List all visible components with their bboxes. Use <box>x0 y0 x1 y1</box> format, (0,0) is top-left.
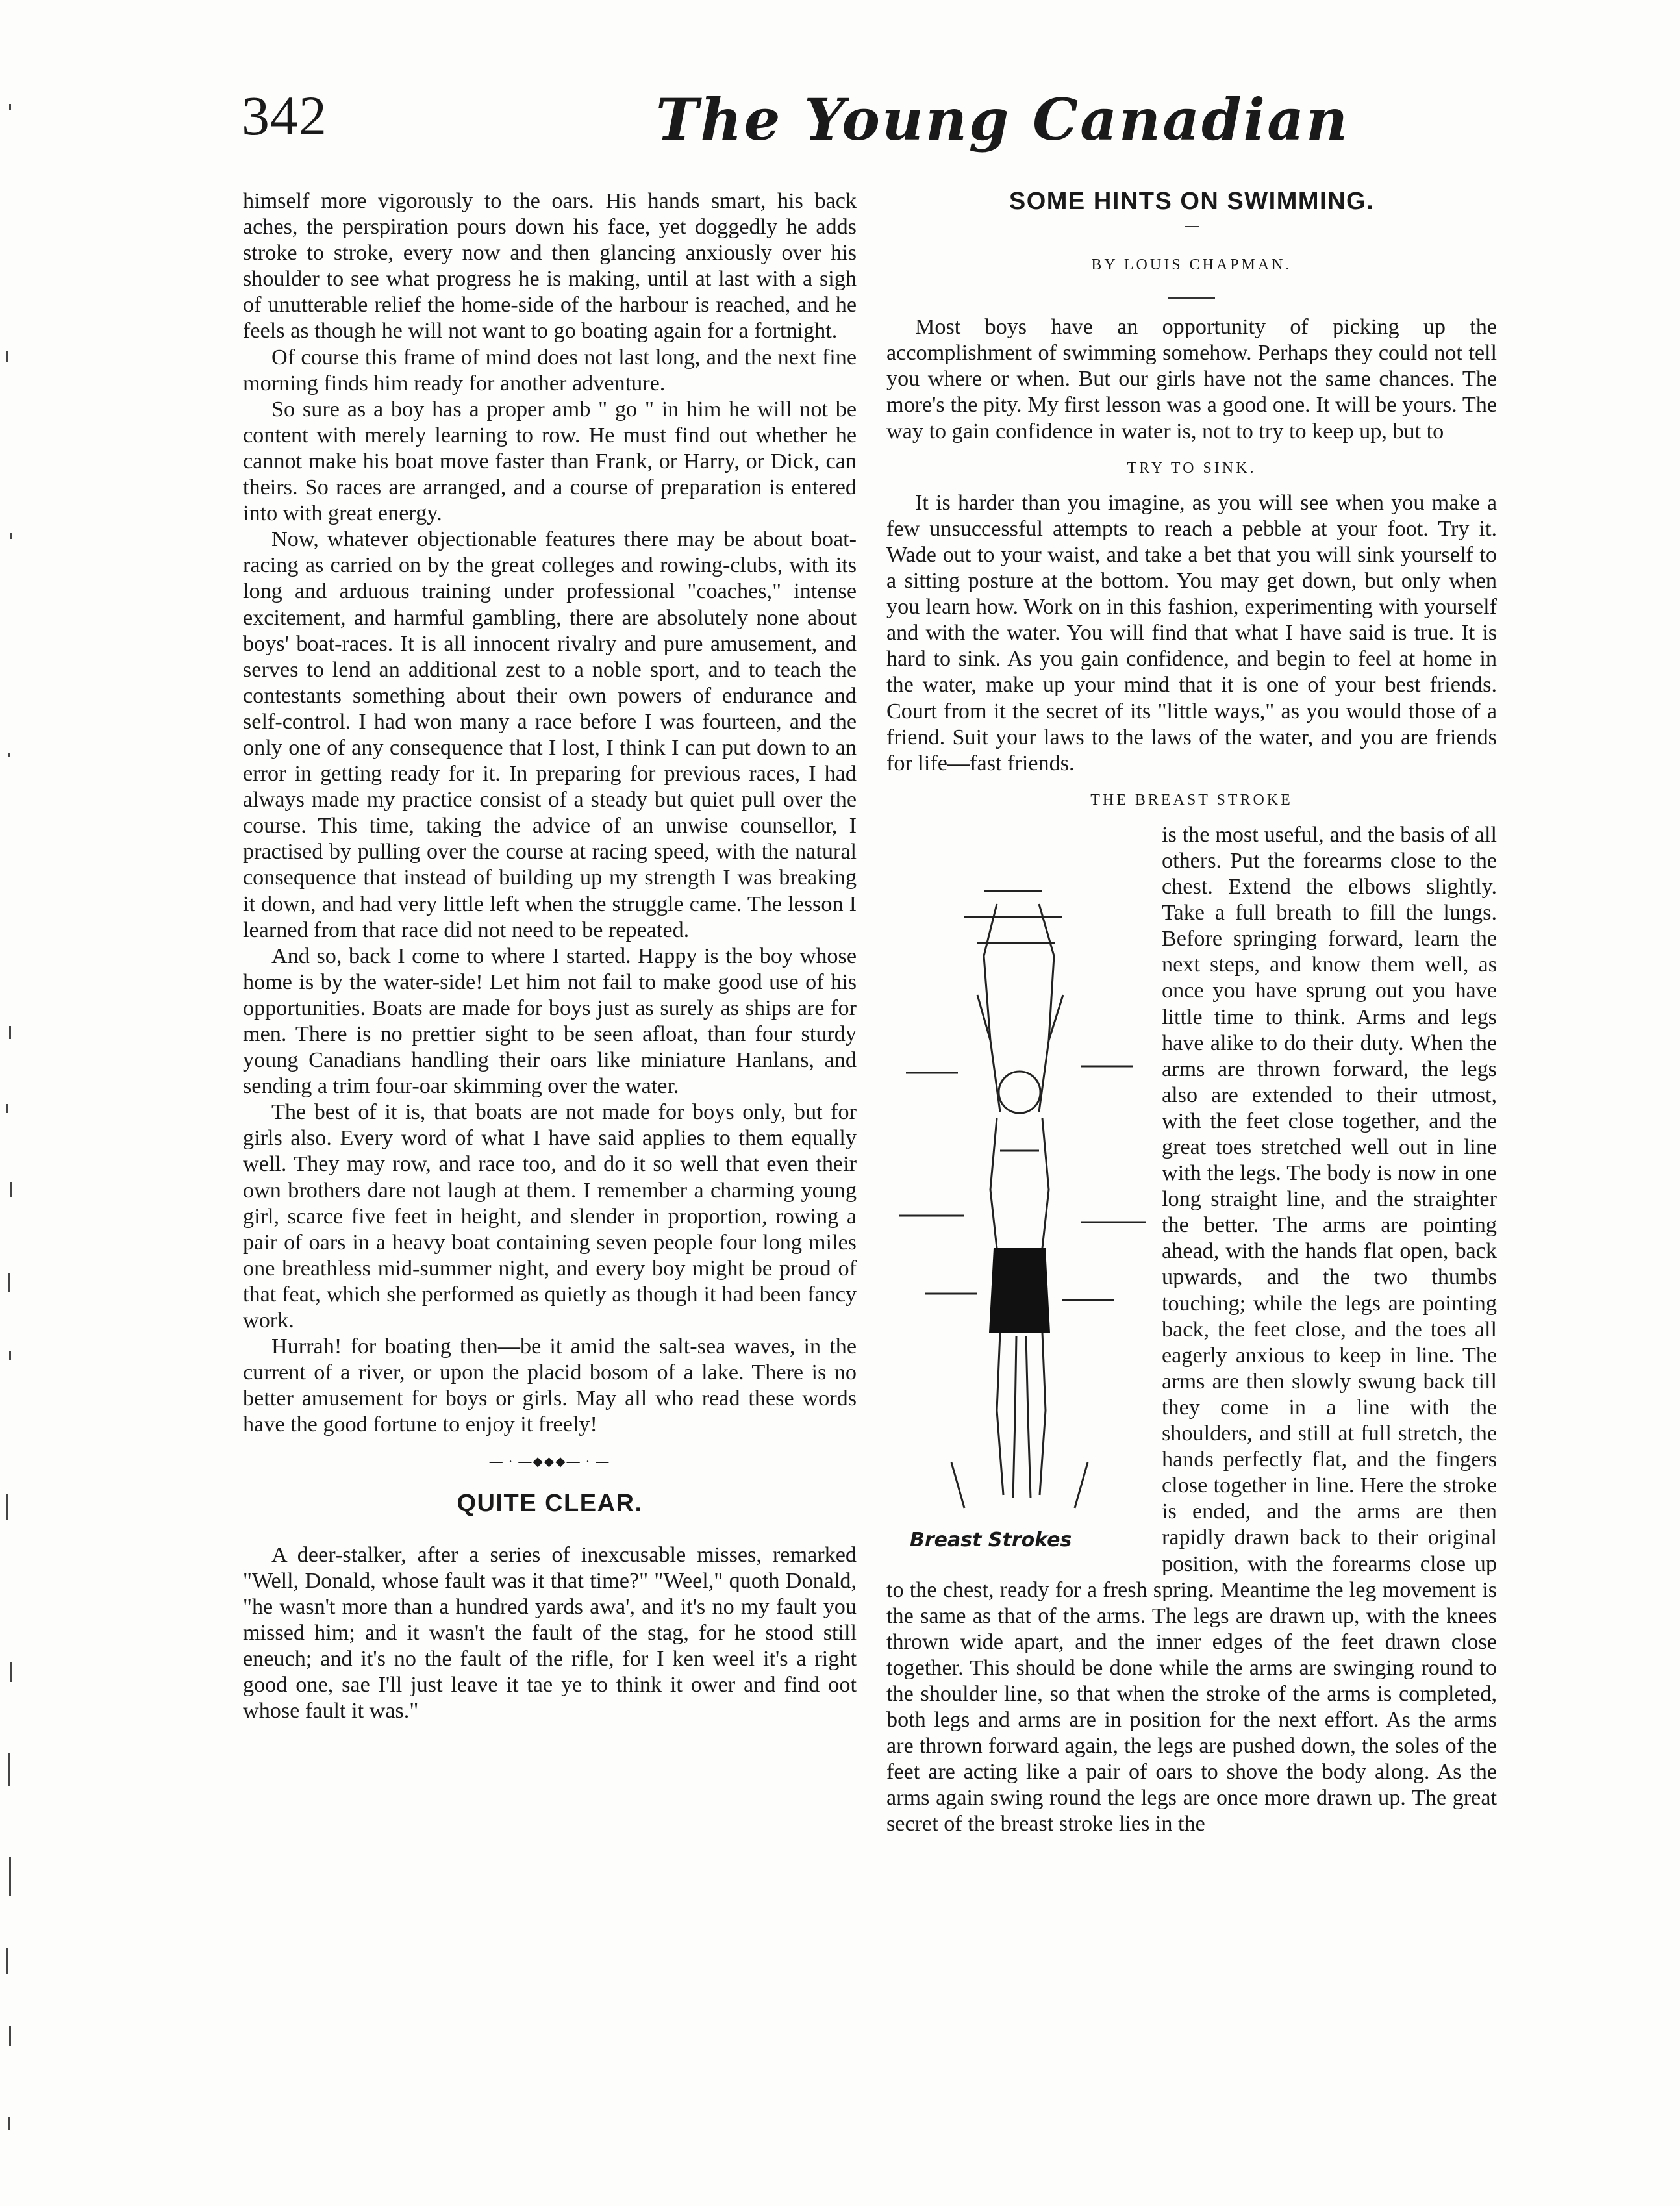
page-number: 342 <box>242 84 327 147</box>
byline: BY LOUIS CHAPMAN. <box>1091 257 1292 274</box>
quite-clear-title: QUITE CLEAR. <box>457 1489 643 1517</box>
quite-clear-text: A deer-stalker, after a series of inexcusable misses, remarked "Well, Donald, whose fault was it that time?" "Weel," quoth Donald, "he wasn't more than a hundred yards awa', and it's no my fault you missed him; and it wasn't the fault of the stag, for he stood still eneuch; and it's no the fault of the rifle, for I ken weel it's a right good one, sae I'll just leave it tae ye to think it ower and find oot whose fault it was." <box>243 1542 857 1723</box>
paragraph: Now, whatever objectionable features there may be about boat-racing as carried on by the great colleges and rowing-clubs, with its long and arduous training under professional "coaches," intense excitement, and harmful gambling, there are absolutely none about boys' boat-races. It is all innocent rivalry and pure amusement, and serves to lend an additional zest to a noble sport, and to teach the contestants something about their own powers of endurance and self-control. I had won many a race before I was fourteen, and the only one of any consequence that I lost, I think I can put down to an error in getting ready for it. In preparing for previous races, I had always made my practice consist of a steady but quiet pull over the course. This time, taking the advice of an unwise counsellor, I practised by pulling over the course at racing speed, with the natural consequence that instead of building up my strength I was breaking it down, and had very little left when the struggle came. The lesson I learned from that race did not need to be repeated. <box>243 527 857 942</box>
title-rule <box>1185 226 1199 227</box>
breast-stroke-section <box>886 822 1497 1838</box>
article-title: SOME HINTS ON SWIMMING. <box>1009 188 1375 215</box>
byline-rule <box>1168 297 1215 299</box>
paragraph: Hurrah! for boating then—be it amid the salt-sea waves, in the current of a river, or upon the placid bosom of a lake. There is no better amusement for boys or girls. May all who read these words have the good fortune to enjoy it freely! <box>243 1335 857 1437</box>
intro-paragraph: Most boys have an opportunity of picking up the accomplishment of swimming somehow. Perhaps they could not tell you where or when. But our girls have not the same chances. The more's the pity. My first lesson was a good one. It will be yours. The way to gain confidence in water is, not to try to keep up, but to <box>886 315 1497 444</box>
swimmer-figure-icon <box>886 878 1153 1527</box>
paragraph: So sure as a boy has a proper amb " go " in him he will not be content with merely learning to row. He must find out whether he cannot make his boat move faster than Frank, or Harry, or Dick, can theirs. So races are arranged, and a course of preparation is entered into with great energy. <box>243 397 857 526</box>
left-column <box>243 188 857 1724</box>
paragraph: The best of it is, that boats are not made for boys only, but for girls also. Every word of what I have said applies to them equally well. They may row, and race too, and do it so well that even their own brothers dare not laugh at them. I remember a charming young girl, scarce five feet in height, and slender in proportion, rowing a pair of oars in a heavy boat containing seven people four long miles one breathless mid-summer night, and every boy might be proud of that feat, which she performed as quietly as though it had been fancy work. <box>243 1100 857 1333</box>
try-to-sink-paragraph: It is harder than you imagine, as you will see when you make a few unsuccessful attempts to reach a pebble at your foot. Try it. Wade out to your waist, and take a bet that you will sink yourself to a sitting posture at the bottom. You may get down, but only when you learn how. Work on in this fashion, experimenting with yourself and with the water. You will find that what I have said is true. It is hard to sink. As you gain confidence, and begin to feel at home in the water, make up your mind that it is one of your best friends. Court from it the secret of its "little ways," as you would those of a friend. Suit your laws to the laws of the water, and you are friends for life—fast friends. <box>886 490 1497 775</box>
section-separator: — · —◆◆◆— · — <box>489 1454 610 1469</box>
breast-stroke-heading: THE BREAST STROKE <box>1090 791 1293 808</box>
try-to-sink-heading: TRY TO SINK. <box>1127 459 1257 477</box>
paragraph: And so, back I come to where I started. Happy is the boy whose home is by the water-side! Let him not fail to make good use of his opportunities. Boats are made for boys just as surely as ships are for men. There is no prettier sight to be seen afloat, than four sturdy young Canadians handling their oars like miniature Hanlans, and sending a trim four-oar skimming over the water. <box>243 944 857 1099</box>
right-column <box>886 188 1497 1838</box>
masthead-title: The Young Canadian <box>656 86 1350 153</box>
breast-stroke-paragraph: is the most useful, and the basis of all others. Put the forearms close to the chest. Extend the elbows slightly. Take a full breath to fill the lungs. Before springing forward, learn the next steps, and know them well, as once you have sprung out you have little time to think. Arms and legs have alike to do their duty. When the arms are thrown forward, the legs also are extended to their utmost, with the feet close together, and the great toes stretched well out in line with the legs. The body is now in one long straight line, and the straighter the better. The arms are pointing ahead, with the hands flat open, back upwards, and the two thumbs touching; while the legs are pointing back, the feet close, and the toes all eagerly anxious to keep in line. The arms are then slowly swung back till they come in a line with the shoulders, and still at full stretch, the hands perfectly flat, and the fingers close together in line. Here the stroke is ended, and the arms are then rapidly drawn back to their original position, with the forearms close up to the chest, ready for a fresh spring. Meantime the leg movement is the same as that of the arms. The legs are drawn up, with the knees thrown wide apart, and the inner edges of the feet drawn close together. This should be done while the arms are swinging round to the shoulder line, so that when the stroke of the arms is completed, both legs and arms are in position for the next effort. As the arms are thrown forward again, the legs are pushed down, the soles of the feet are acting like a pair of oars to shove the body along. As the arms again swing round the legs are once more drawn up. The great secret of the breast stroke lies in the <box>886 822 1497 1836</box>
swimmer-illustration <box>886 878 1153 1566</box>
margin-specks-svg <box>0 0 26 2203</box>
paragraph: himself more vigorously to the oars. His hands smart, his back aches, the perspiration pours down his face, yet doggedly he adds stroke to stroke, every now and then glancing anxiously over his shoulder to see what progress he is making, until at last with a sigh of unutterable relief the home-side of the harbour is reached, and he feels as though he will not want to go boating again for a fortnight. <box>243 189 857 344</box>
margin-specks <box>0 0 26 2203</box>
figure-caption: Breast Strokes <box>910 1528 1072 1551</box>
paragraph: Of course this frame of mind does not last long, and the next fine morning finds him ready for another adventure. <box>243 345 857 395</box>
